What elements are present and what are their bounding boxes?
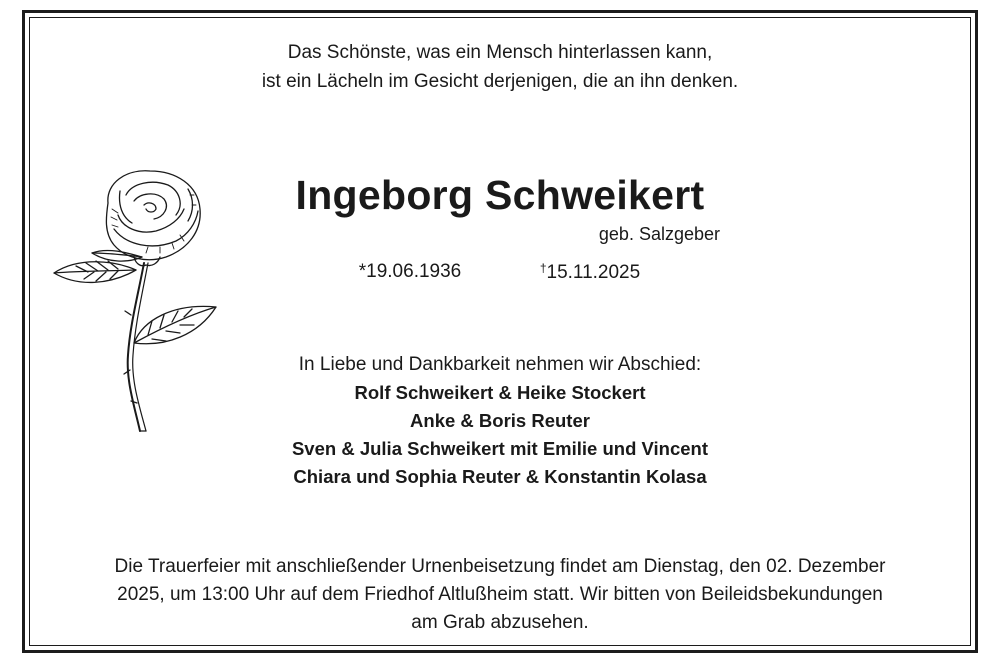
notice-line-2: 2025, um 13:00 Uhr auf dem Friedhof Altlußheim statt. Wir bitten von Beileidsbekundungen	[117, 584, 883, 605]
family-line-3: Sven & Julia Schweikert mit Emilie und Vincent	[291, 438, 709, 459]
birth-date: *19.06.1936	[358, 261, 462, 282]
family-line-4: Chiara und Sophia Reuter & Konstantin Kolasa	[293, 466, 707, 487]
cross-symbol: †	[539, 261, 547, 275]
mourners-section	[0, 351, 1000, 491]
family-line-2: Anke & Boris Reuter	[410, 410, 590, 431]
quote-line-2: ist ein Lächeln im Gesicht derjenigen, die an ihn denken.	[261, 71, 739, 92]
maiden-name: geb. Salzgeber	[598, 224, 720, 244]
memorial-quote	[0, 38, 1000, 96]
farewell-intro: In Liebe und Dankbarkeit nehmen wir Abschied:	[298, 354, 702, 375]
death-date: 15.11.2025	[546, 262, 641, 283]
death-date-line	[510, 261, 670, 284]
notice-line-3: am Grab abzusehen.	[411, 612, 589, 633]
notice-line-1: Die Trauerfeier mit anschließender Urnenbeisetzung findet am Dienstag, den 02. Dezember	[114, 556, 886, 577]
family-line-1: Rolf Schweikert & Heike Stockert	[354, 382, 646, 403]
quote-line-1: Das Schönste, was ein Mensch hinterlassen kann,	[287, 42, 713, 63]
deceased-name: Ingeborg Schweikert	[295, 172, 705, 218]
funeral-notice	[40, 553, 960, 637]
